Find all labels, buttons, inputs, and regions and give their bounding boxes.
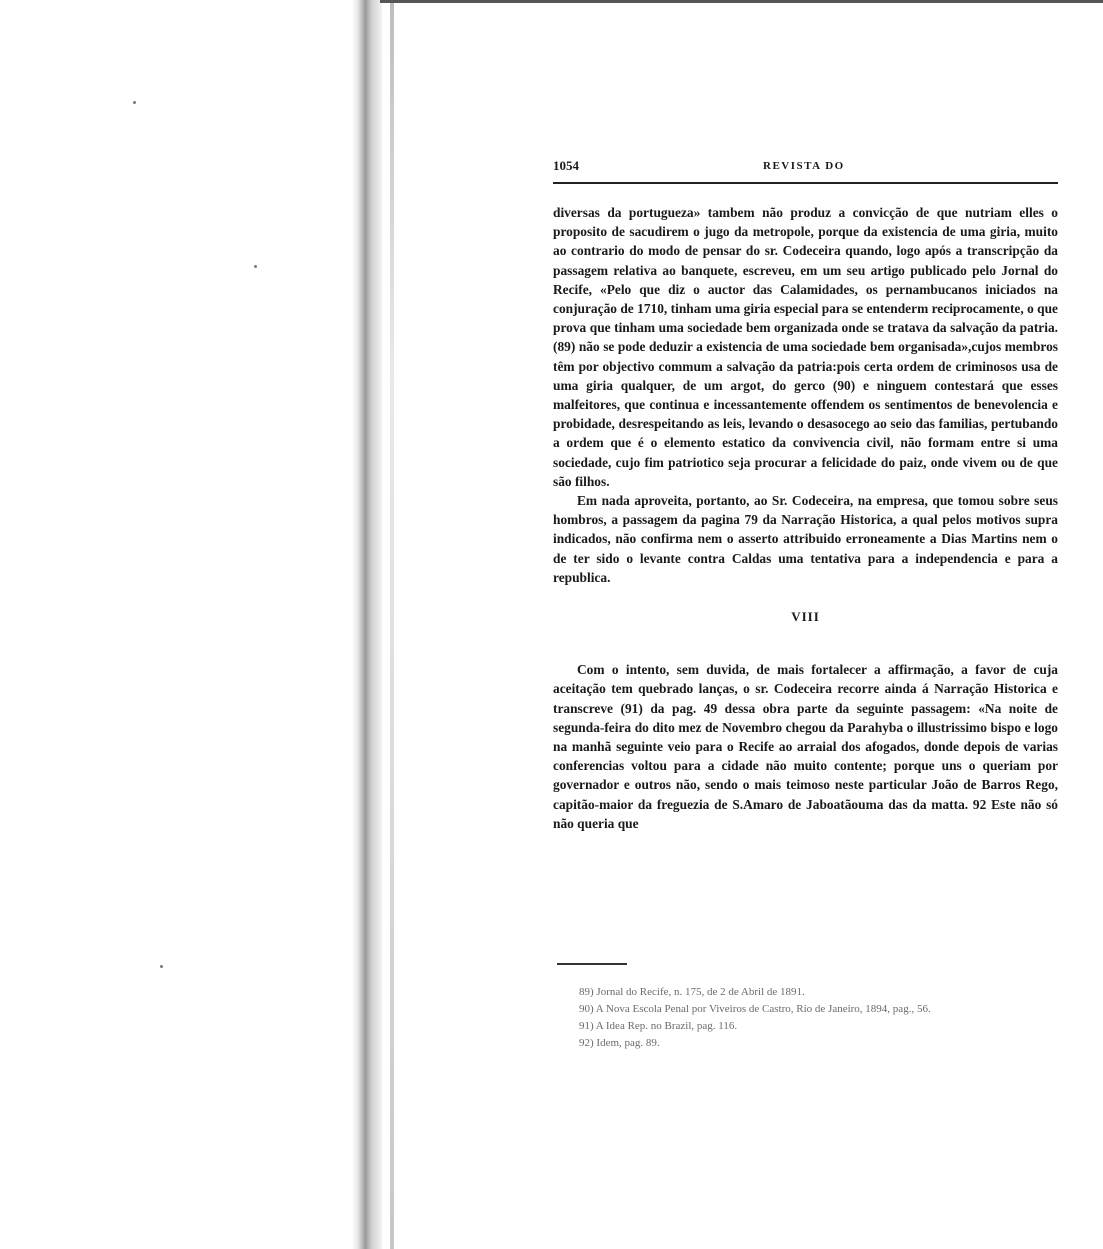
page-number: 1054	[553, 158, 579, 173]
book-page	[553, 150, 1058, 174]
section-heading: VIII	[791, 609, 820, 625]
footnotes	[553, 984, 1058, 1052]
header-rule	[553, 182, 1058, 184]
paragraph: Em nada aproveita, portanto, ao Sr. Codeceira, na empresa, que tomou sobre seus hombros, a passagem da pagina 79 da Narração Historica, a qual pelos motivos supra indicados, não confirma nem o asserto attribuido erroneamente a Dias Martins nem o de ter sido o levante contra Caldas uma tentativa para a independencia e para a republica.	[553, 493, 1058, 585]
book-gutter-shadow	[352, 0, 382, 1249]
footnote: 89) Jornal do Recife, n. 175, de 2 de Abril de 1891.	[579, 986, 805, 998]
paragraph: Com o intento, sem duvida, de mais fortalecer a affirmação, a favor de cuja aceitação tem quebrado lanças, o sr. Codeceira recorre ainda á Narração Historica e transcreve (91) da pag. 49 dessa obra parte da seguinte passagem: «Na noite de segunda-feira do dito mez de Novembro chegou da Parahyba o illustrissimo bispo e logo na manhã seguinte veio para o Recife ao arraial dos afogados, donde depois de varias conferencias voltou para a cidade não muito contente; porque uns o queriam por governador e outros não, sendo o mais teimoso neste particular João de Barros Rego, capitão-maior da freguezia de S.Amaro de Jaboatãouma das da matta. 92 Este não só não queria que	[553, 662, 1058, 831]
footnote: 92) Idem, pag. 89.	[579, 1037, 660, 1049]
footnote-rule	[557, 963, 627, 965]
paragraph: diversas da portugueza» tambem não produz a convicção de que nutriam elles o proposito de sacudirem o jugo da metropole, porque da existencia de uma giria, muito ao contrario do modo de pensar do sr. Codeceira quando, logo após a transcripção da passagem relativa ao banquete, escreveu, em um seu artigo publicado pelo Jornal do Recife, «Pelo que diz o auctor das Calamidades, os pernambucanos iniciados na conjuração de 1710, tinham uma giria especial para se entenderm reciprocamente, o que prova que tinham uma sociedade bem organizada onde se tratava da salvação da patria. (89) não se pode deduzir a existencia de uma sociedade bem organisada»,cujos membros têm por objectivo commum a salvação da patria:pois certa ordem de criminosos usa de uma giria qualquer, de um argot, do gerco (90) e ninguem contestará que esses malfeitores, que continua e incessantemente offendem os sentimentos de benevolencia e probidade, desrespeitando as leis, levando o desasocego ao seio das familias, pertubando a ordem que é o elemento estatico da convivencia civil, não formam entre si uma sociedade, cujo fim patriotico seja procurar a felicidade do paiz, onde vivem ou de que são filhos.	[553, 205, 1058, 489]
scan-speck	[133, 101, 136, 104]
scan-speck	[160, 965, 163, 968]
footnote: 91) A Idea Rep. no Brazil, pag. 116.	[579, 1020, 738, 1032]
body-text	[553, 203, 1058, 833]
top-page-edge	[380, 0, 1103, 3]
page-header	[553, 150, 1058, 174]
running-head: REVISTA DO	[763, 160, 845, 172]
section-gap	[553, 646, 1058, 660]
page-edge	[390, 0, 394, 1249]
footnote: 90) A Nova Escola Penal por Viveiros de Castro, Rio de Janeiro, 1894, pag., 56.	[579, 1003, 931, 1015]
scan-speck	[254, 265, 257, 268]
